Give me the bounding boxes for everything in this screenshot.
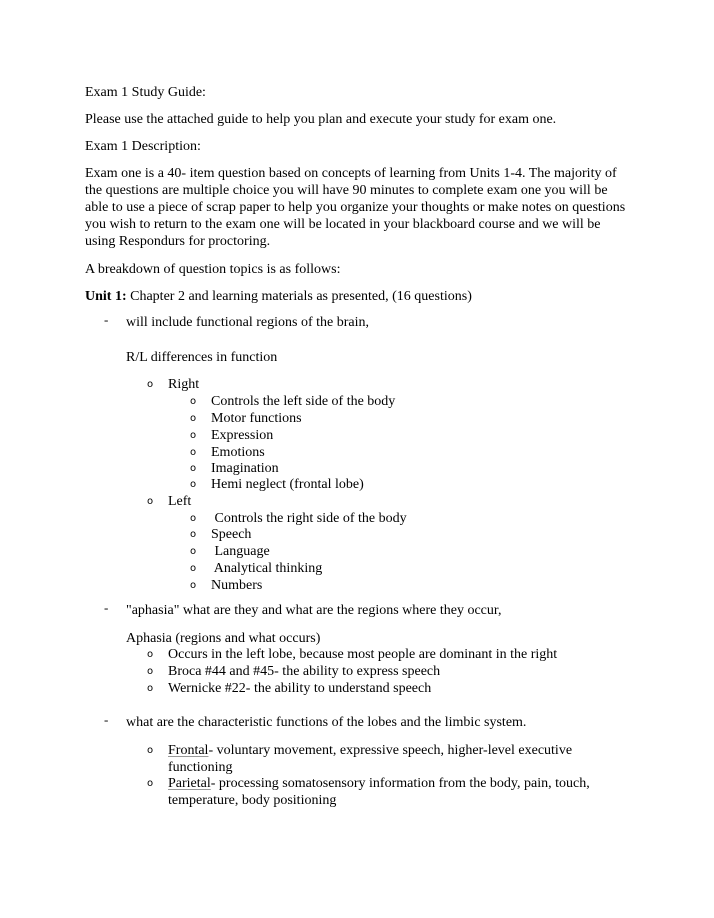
description-line-5: using Respondurs for proctoring. (85, 234, 271, 249)
parietal-desc: - processing somatosensory information from the body, pain, touch, (210, 776, 590, 791)
bullet: o (190, 513, 197, 524)
bullet: o (147, 683, 154, 694)
bullet: o (190, 479, 197, 490)
bullet: o (190, 463, 197, 474)
breakdown-heading: A breakdown of question topics is as follows: (85, 262, 341, 277)
parietal-line (168, 775, 590, 792)
description-line-1: Exam one is a 40- item question based on concepts of learning from Units 1-4. The majority of (85, 166, 617, 181)
right-item: Expression (211, 428, 274, 443)
bullet: o (190, 413, 197, 424)
frontal-line (168, 742, 572, 759)
topic3-text: what are the characteristic functions of the lobes and the limbic system. (126, 715, 527, 730)
description-line-3: able to use a piece of scrap paper to help you organize your thoughts or make notes on questions (85, 200, 626, 215)
unit1-text: Chapter 2 and learning materials as presented, (16 questions) (126, 289, 472, 304)
right-item: Controls the left side of the body (211, 394, 396, 409)
bullet-right: o (147, 379, 154, 390)
bullet: o (190, 430, 197, 441)
frontal-line-2: functioning (168, 760, 233, 775)
description-line-2: the questions are multiple choice you will have 90 minutes to complete exam one you will be (85, 183, 608, 198)
right-item: Imagination (211, 461, 279, 476)
intro-paragraph: Please use the attached guide to help you plan and execute your study for exam one. (85, 112, 557, 127)
bullet-left: o (147, 496, 154, 507)
right-label: Right (168, 377, 200, 392)
description-heading: Exam 1 Description: (85, 139, 201, 154)
aphasia-item: Wernicke #22- the ability to understand speech (168, 681, 432, 696)
bullet: o (147, 666, 154, 677)
parietal-term: Parietal (168, 776, 211, 791)
description-line-4: you wish to return to the exam one will be located in your blackboard course and we will be (85, 217, 601, 232)
dash-marker-3: - (104, 712, 109, 727)
aphasia-item: Broca #44 and #45- the ability to express speech (168, 664, 441, 679)
frontal-term: Frontal (168, 743, 209, 758)
right-item: Emotions (211, 445, 265, 460)
topic1-text: will include functional regions of the brain, (126, 315, 369, 330)
left-item: Controls the right side of the body (211, 511, 407, 526)
unit1-label: Unit 1: (85, 289, 127, 304)
parietal-line-2: temperature, body positioning (168, 793, 337, 808)
topic2-text: "aphasia" what are they and what are the regions where they occur, (126, 603, 502, 618)
left-item: Language (211, 544, 270, 559)
bullet: o (190, 447, 197, 458)
left-item: Numbers (211, 578, 263, 593)
bullet: o (190, 563, 197, 574)
aphasia-item: Occurs in the left lobe, because most people are dominant in the right (168, 647, 558, 662)
bullet: o (190, 396, 197, 407)
right-item: Motor functions (211, 411, 302, 426)
bullet: o (190, 529, 197, 540)
doc-title: Exam 1 Study Guide: (85, 85, 206, 100)
right-item: Hemi neglect (frontal lobe) (211, 477, 364, 492)
left-item: Analytical thinking (211, 561, 323, 576)
topic2-subheading: Aphasia (regions and what occurs) (126, 631, 321, 646)
unit1-line (85, 288, 472, 305)
left-item: Speech (211, 527, 252, 542)
dash-marker-2: - (104, 600, 109, 615)
bullet: o (147, 778, 154, 789)
left-label: Left (168, 494, 192, 509)
bullet: o (147, 649, 154, 660)
bullet: o (190, 546, 197, 557)
topic1-subheading: R/L differences in function (126, 350, 278, 365)
frontal-desc: - voluntary movement, expressive speech, higher-level executive (208, 743, 573, 758)
dash-marker-1: - (104, 312, 109, 327)
bullet: o (190, 580, 197, 591)
bullet: o (147, 745, 154, 756)
